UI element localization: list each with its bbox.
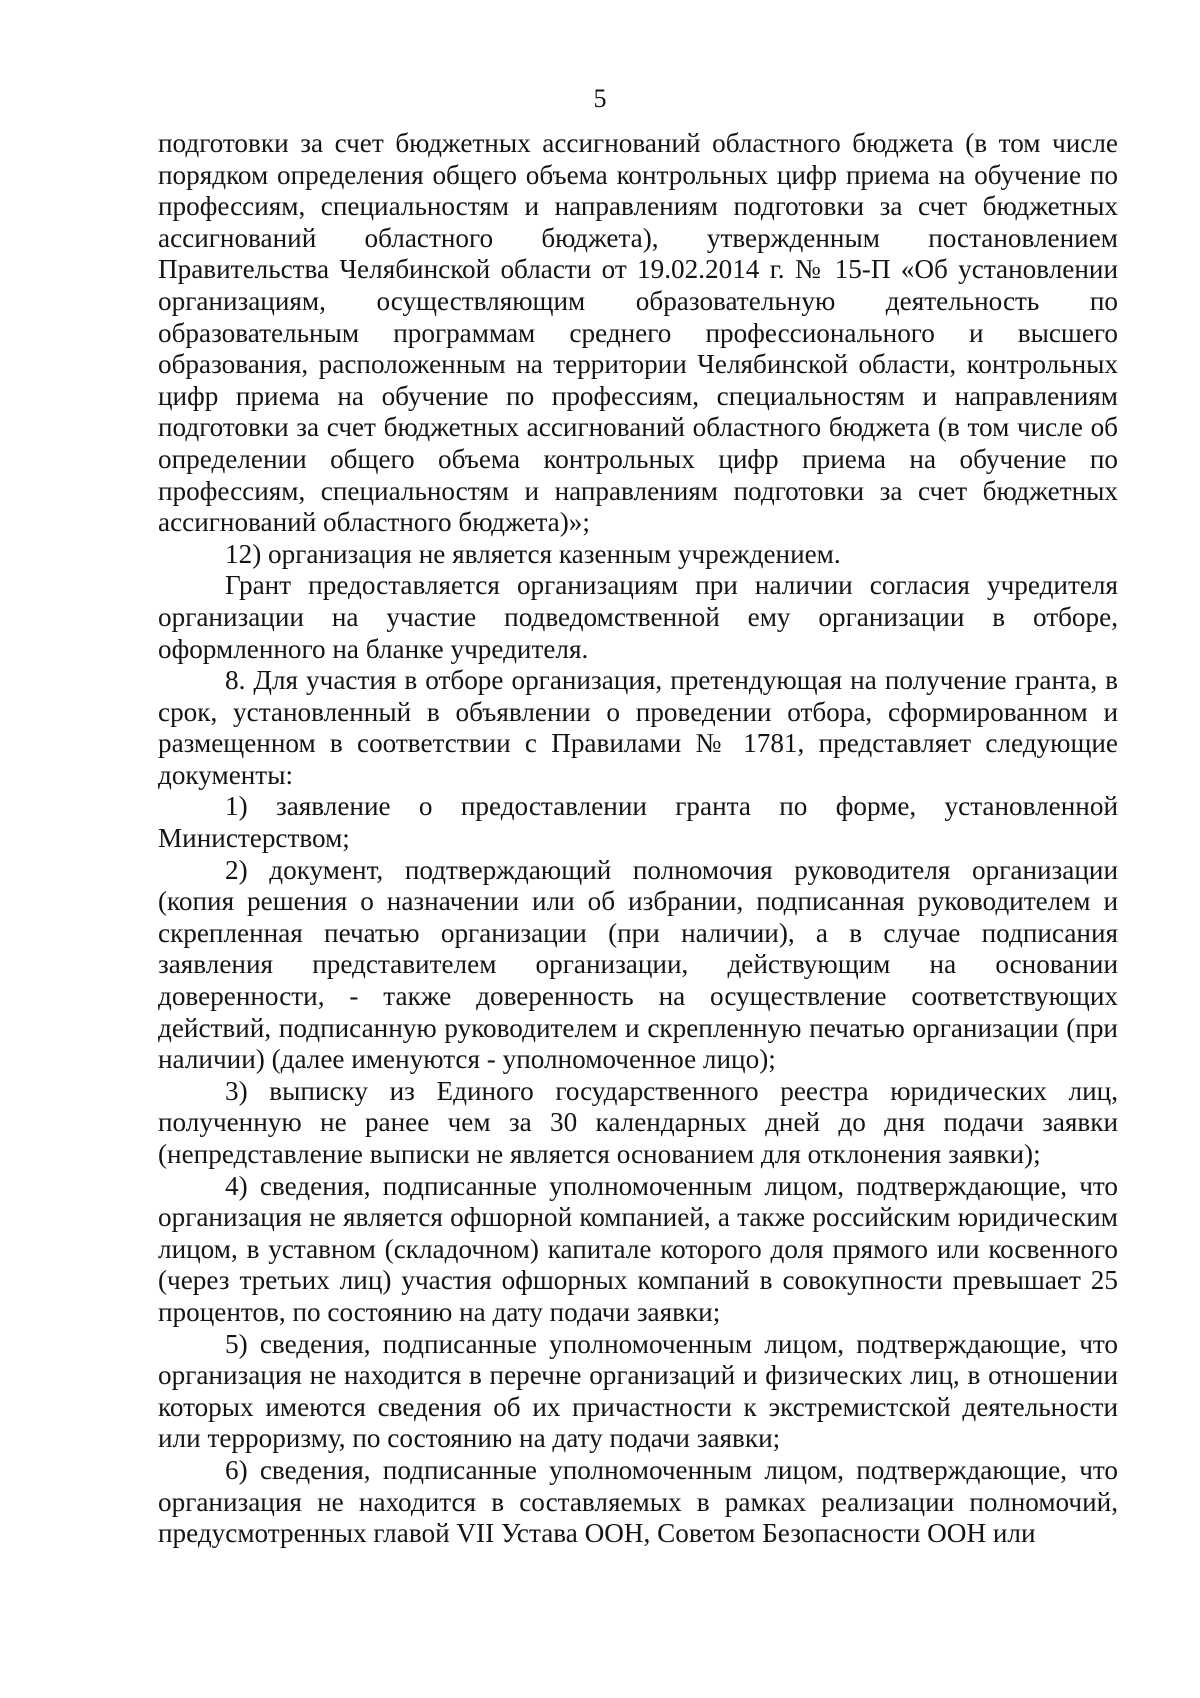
paragraph-item-2: 2) документ, подтверждающий полномочия руководителя организации (копия решения о назначении или об избрании, подписанная руководителем и скрепленная печатью организации (при наличии), а в случае подписания заявления представителем организации, действующим на основании доверенности, - также доверенность на осуществление соответствующих действий, подписанную руководителем и скрепленную печатью организации (при наличии) (далее именуются - уполномоченное лицо); — [158, 854, 1118, 1075]
paragraph-continuation: подготовки за счет бюджетных ассигнований областного бюджета (в том числе порядком определения общего объема контрольных цифр приема на обучение по профессиям, специальностям и направлениям подготовки за счет бюджетных ассигнований областного бюджета), утвержденным постановлением Правительства Челябинской области от 19.02.2014 г. № 15-П «Об установлении организациям, осуществляющим образовательную деятельность по образовательным программам среднего профессионального и высшего образования, расположенным на территории Челябинской области, контрольных цифр приема на обучение по профессиям, специальностям и направлениям подготовки за счет бюджетных ассигнований областного бюджета (в том числе об определении общего объема контрольных цифр приема на обучение по профессиям, специальностям и направлениям подготовки за счет бюджетных ассигнований областного бюджета)»; — [158, 128, 1118, 538]
paragraph-clause-8: 8. Для участия в отборе организация, претендующая на получение гранта, в срок, установленный в объявлении о проведении отбора, сформированном и размещенном в соответствии с Правилами № 1781, представляет следующие документы: — [158, 665, 1118, 790]
paragraph-item-3: 3) выписку из Единого государственного реестра юридических лиц, полученную не ранее чем за 30 календарных дней до дня подачи заявки (непредставление выписки не является основанием для отклонения заявки); — [158, 1075, 1118, 1169]
paragraph-item-6: 6) сведения, подписанные уполномоченным лицом, подтверждающие, что организация не находится в составляемых в рамках реализации полномочий, предусмотренных главой VII Устава ООН, Советом Безопасности ООН или — [158, 1454, 1118, 1549]
paragraph-item-12: 12) организация не является казенным учреждением. — [225, 538, 841, 569]
paragraph-grant-consent: Грант предоставляется организациям при наличии согласия учредителя организации на участие подведомственной ему организации в отборе, оформленного на бланке учредителя. — [158, 570, 1118, 664]
paragraph-item-1: 1) заявление о предоставлении гранта по форме, установленной Министерством; — [158, 791, 1118, 854]
page-number: 5 — [593, 84, 607, 113]
paragraph-item-5: 5) сведения, подписанные уполномоченным лицом, подтверждающие, что организация не находится в перечне организаций и физических лиц, в отношении которых имеются сведения об их причастности к экстремистской деятельности или терроризму, по состоянию на дату подачи заявки; — [158, 1328, 1118, 1454]
document-body — [158, 128, 1118, 1550]
paragraph-item-4: 4) сведения, подписанные уполномоченным лицом, подтверждающие, что организация не является офшорной компанией, а также российским юридическим лицом, в уставном (складочном) капитале которого доля прямого или косвенного (через третьих лиц) участия офшорных компаний в совокупности превышает 25 процентов, по состоянию на дату подачи заявки; — [158, 1170, 1118, 1327]
